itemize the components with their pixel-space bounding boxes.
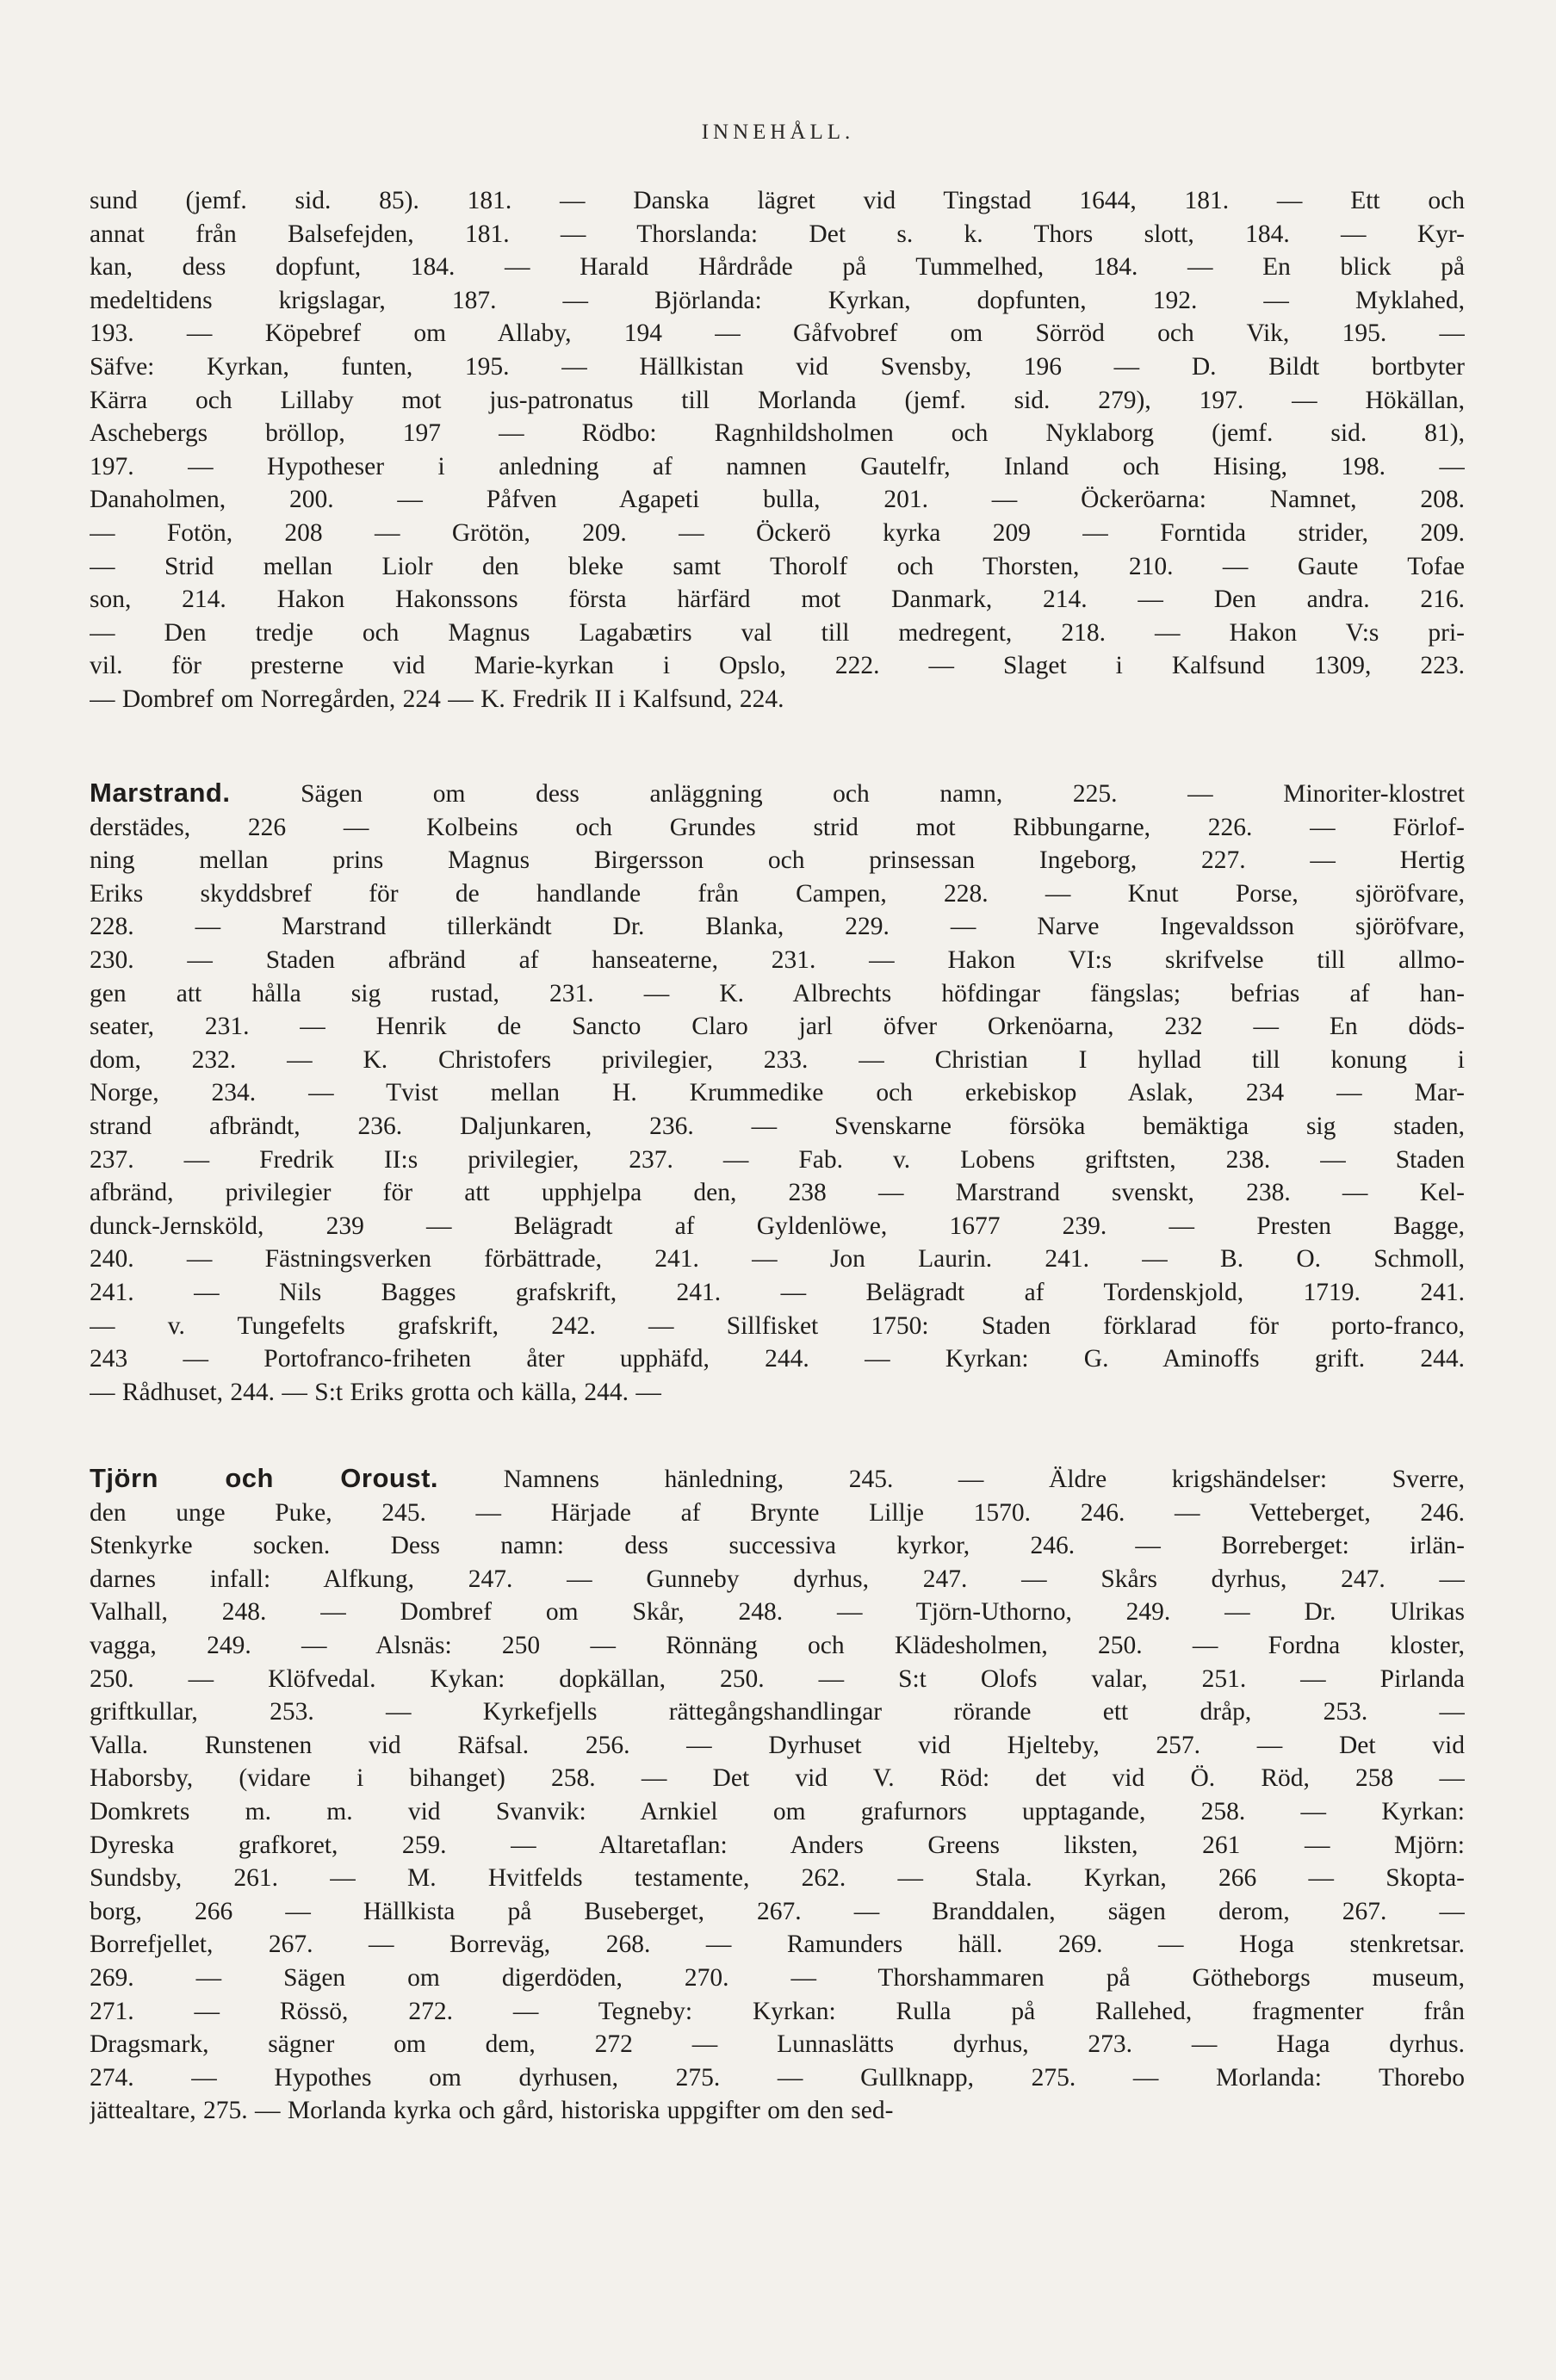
text-line: — Strid mellan Liolr den bleke samt Thorolf och Thorsten, 210. — Gaute Tofae (90, 552, 1465, 580)
text-line: griftkullar, 253. — Kyrkefjells rättegångshandlingar rörande ett dråp, 253. — (90, 1698, 1465, 1726)
text-line: 240. — Fästningsverken förbättrade, 241. — Jon Laurin. 241. — B. O. Schmoll, (90, 1245, 1465, 1274)
text-line: Kärra och Lillaby mot jus-patronatus till Morlanda (jemf. sid. 279), 197. — Hökällan, (90, 386, 1465, 414)
text-line: Norge, 234. — Tvist mellan H. Krummedike och erkebiskop Aslak, 234 — Mar- (90, 1079, 1465, 1107)
text-line: — Den tredje och Magnus Lagabætirs val till medregent, 218. — Hakon V:s pri- (90, 618, 1465, 647)
text-line: afbränd, privilegier för att upphjelpa den, 238 — Marstrand svenskt, 238. — Kel- (90, 1179, 1465, 1207)
text-line: gen att hålla sig rustad, 231. — K. Albrechts höfdingar fängslas; befrias af han- (90, 979, 1465, 1007)
section-heading-tjorn-oroust: Tjörn och Oroust. (90, 1463, 439, 1493)
text-line: medeltidens krigslagar, 187. — Björlanda: Kyrkan, dopfunten, 192. — Myklahed, (90, 286, 1465, 314)
text-line-rest: Sägen om dess anläggning och namn, 225. — Minoriter-klostret (301, 780, 1465, 808)
page-header: INNEHÅLL. (701, 121, 855, 144)
text-line: Valla. Runstenen vid Räfsal. 256. — Dyrhuset vid Hjelteby, 257. — Det vid (90, 1731, 1465, 1759)
text-line: dunck-Jernsköld, 239 — Belägradt af Gyldenlöwe, 1677 239. — Presten Bagge, (90, 1212, 1465, 1240)
text-line-rest: Namnens hänledning, 245. — Äldre krigshändelser: Sverre, (503, 1466, 1465, 1493)
text-line: — Dombref om Norregården, 224 — K. Fredrik II i Kalfsund, 224. (90, 685, 784, 713)
text-line-with-heading (90, 777, 1465, 811)
text-line: jättealtare, 275. — Morlanda kyrka och gård, historiska uppgifter om den sed- (90, 2097, 894, 2125)
text-line: 250. — Klöfvedal. Kykan: dopkällan, 250. — S:t Olofs valar, 251. — Pirlanda (90, 1664, 1465, 1693)
text-line: 271. — Rössö, 272. — Tegneby: Kyrkan: Rulla på Rallehed, fragmenter från (90, 1997, 1465, 2025)
text-line: 241. — Nils Bagges grafskrift, 241. — Belägradt af Tordenskjold, 1719. 241. (90, 1278, 1465, 1306)
text-line: 197. — Hypotheser i anledning af namnen Gautelfr, Inland och Hising, 198. — (90, 452, 1465, 480)
text-line: vagga, 249. — Alsnäs: 250 — Rönnäng och Klädesholmen, 250. — Fordna kloster, (90, 1631, 1465, 1659)
text-line: derstädes, 226 — Kolbeins och Grundes strid mot Ribbungarne, 226. — Förlof- (90, 813, 1465, 841)
text-line: Borrefjellet, 267. — Borreväg, 268. — Ramunders häll. 269. — Hoga stenkretsar. (90, 1931, 1465, 1959)
text-line: seater, 231. — Henrik de Sancto Claro jarl öfver Orkenöarna, 232 — En döds- (90, 1013, 1465, 1041)
text-line: den unge Puke, 245. — Härjade af Brynte Lillje 1570. 246. — Vetteberget, 246. (90, 1498, 1465, 1527)
text-line: Domkrets m. m. vid Svanvik: Arnkiel om grafurnors upptagande, 258. — Kyrkan: (90, 1797, 1465, 1825)
text-line: Haborsby, (vidare i bihanget) 258. — Det vid V. Röd: det vid Ö. Röd, 258 — (90, 1764, 1465, 1793)
text-line: Säfve: Kyrkan, funten, 195. — Hällkistan vid Svensby, 196 — D. Bildt bortbyter (90, 352, 1465, 381)
text-line: borg, 266 — Hällkista på Buseberget, 267. — Branddalen, sägen derom, 267. — (90, 1897, 1465, 1925)
text-line: — Fotön, 208 — Grötön, 209. — Öckerö kyrka 209 — Forntida strider, 209. (90, 518, 1465, 547)
text-line: 228. — Marstrand tillerkändt Dr. Blanka, 229. — Narve Ingevaldsson sjöröfvare, (90, 913, 1465, 941)
text-line: Stenkyrke socken. Dess namn: dess successiva kyrkor, 246. — Borreberget: irlän- (90, 1532, 1465, 1560)
text-line: sund (jemf. sid. 85). 181. — Danska lägret vid Tingstad 1644, 181. — Ett och (90, 187, 1465, 214)
text-line-with-heading (90, 1462, 1465, 1497)
text-line: 230. — Staden afbränd af hanseaterne, 231. — Hakon VI:s skrifvelse till allmo- (90, 945, 1465, 974)
text-line: Danaholmen, 200. — Påfven Agapeti bulla, 201. — Öckeröarna: Namnet, 208. (90, 486, 1465, 514)
text-line: 237. — Fredrik II:s privilegier, 237. — Fab. v. Lobens griftsten, 238. — Staden (90, 1145, 1465, 1174)
index-paragraph-marstrand (90, 777, 1465, 1409)
text-line: darnes infall: Alfkung, 247. — Gunneby dyrhus, 247. — Skårs dyrhus, 247. — (90, 1565, 1465, 1593)
text-line: 274. — Hypothes om dyrhusen, 275. — Gullknapp, 275. — Morlanda: Thorebo (90, 2063, 1465, 2092)
text-line: Dyreska grafkoret, 259. — Altaretaflan: Anders Greens liksten, 261 — Mjörn: (90, 1831, 1465, 1859)
text-line: Valhall, 248. — Dombref om Skår, 248. — Tjörn-Uthorno, 249. — Dr. Ulrikas (90, 1598, 1465, 1627)
text-line: annat från Balsefejden, 181. — Thorslanda: Det s. k. Thors slott, 184. — Kyr- (90, 220, 1465, 248)
text-line: son, 214. Hakon Hakonssons första härfärd mot Danmark, 214. — Den andra. 216. (90, 586, 1465, 614)
text-line: kan, dess dopfunt, 184. — Harald Hårdråde på Tummelhed, 184. — En blick på (90, 253, 1465, 282)
text-line: Dragsmark, sägner om dem, 272 — Lunnaslätts dyrhus, 273. — Haga dyrhus. (90, 2030, 1465, 2059)
text-line: ning mellan prins Magnus Birgersson och prinsessan Ingeborg, 227. — Hertig (90, 846, 1465, 875)
text-line: dom, 232. — K. Christofers privilegier, 233. — Christian I hyllad till konung i (90, 1045, 1465, 1074)
text-line: Sundsby, 261. — M. Hvitfelds testamente, 262. — Stala. Kyrkan, 266 — Skopta- (90, 1864, 1465, 1893)
index-paragraph-tjorn-oroust (90, 1462, 1465, 2128)
text-line: 269. — Sägen om digerdöden, 270. — Thorshammaren på Götheborgs museum, (90, 1963, 1465, 1992)
text-line: Aschebergs bröllop, 197 — Rödbo: Ragnhildsholmen och Nyklaborg (jemf. sid. 81), (90, 419, 1465, 448)
text-line: Eriks skyddsbref för de handlande från Campen, 228. — Knut Porse, sjöröfvare, (90, 879, 1465, 908)
text-line: — Rådhuset, 244. — S:t Eriks grotta och källa, 244. — (90, 1378, 661, 1406)
text-line: 243 — Portofranco-friheten åter upphäfd, 244. — Kyrkan: G. Aminoffs grift. 244. (90, 1345, 1465, 1373)
text-line: — v. Tungefelts grafskrift, 242. — Sillfisket 1750: Staden förklarad för porto-franco, (90, 1311, 1465, 1340)
text-line: 193. — Köpebref om Allaby, 194 — Gåfvobref om Sörröd och Vik, 195. — (90, 319, 1465, 348)
section-heading-marstrand: Marstrand. (90, 778, 231, 808)
index-paragraph-first (90, 184, 1465, 716)
text-line: vil. för presterne vid Marie-kyrkan i Opslo, 222. — Slaget i Kalfsund 1309, 223. (90, 652, 1465, 680)
text-line: strand afbrändt, 236. Daljunkaren, 236. — Svenskarne försöka bemäktiga sig staden, (90, 1112, 1465, 1140)
